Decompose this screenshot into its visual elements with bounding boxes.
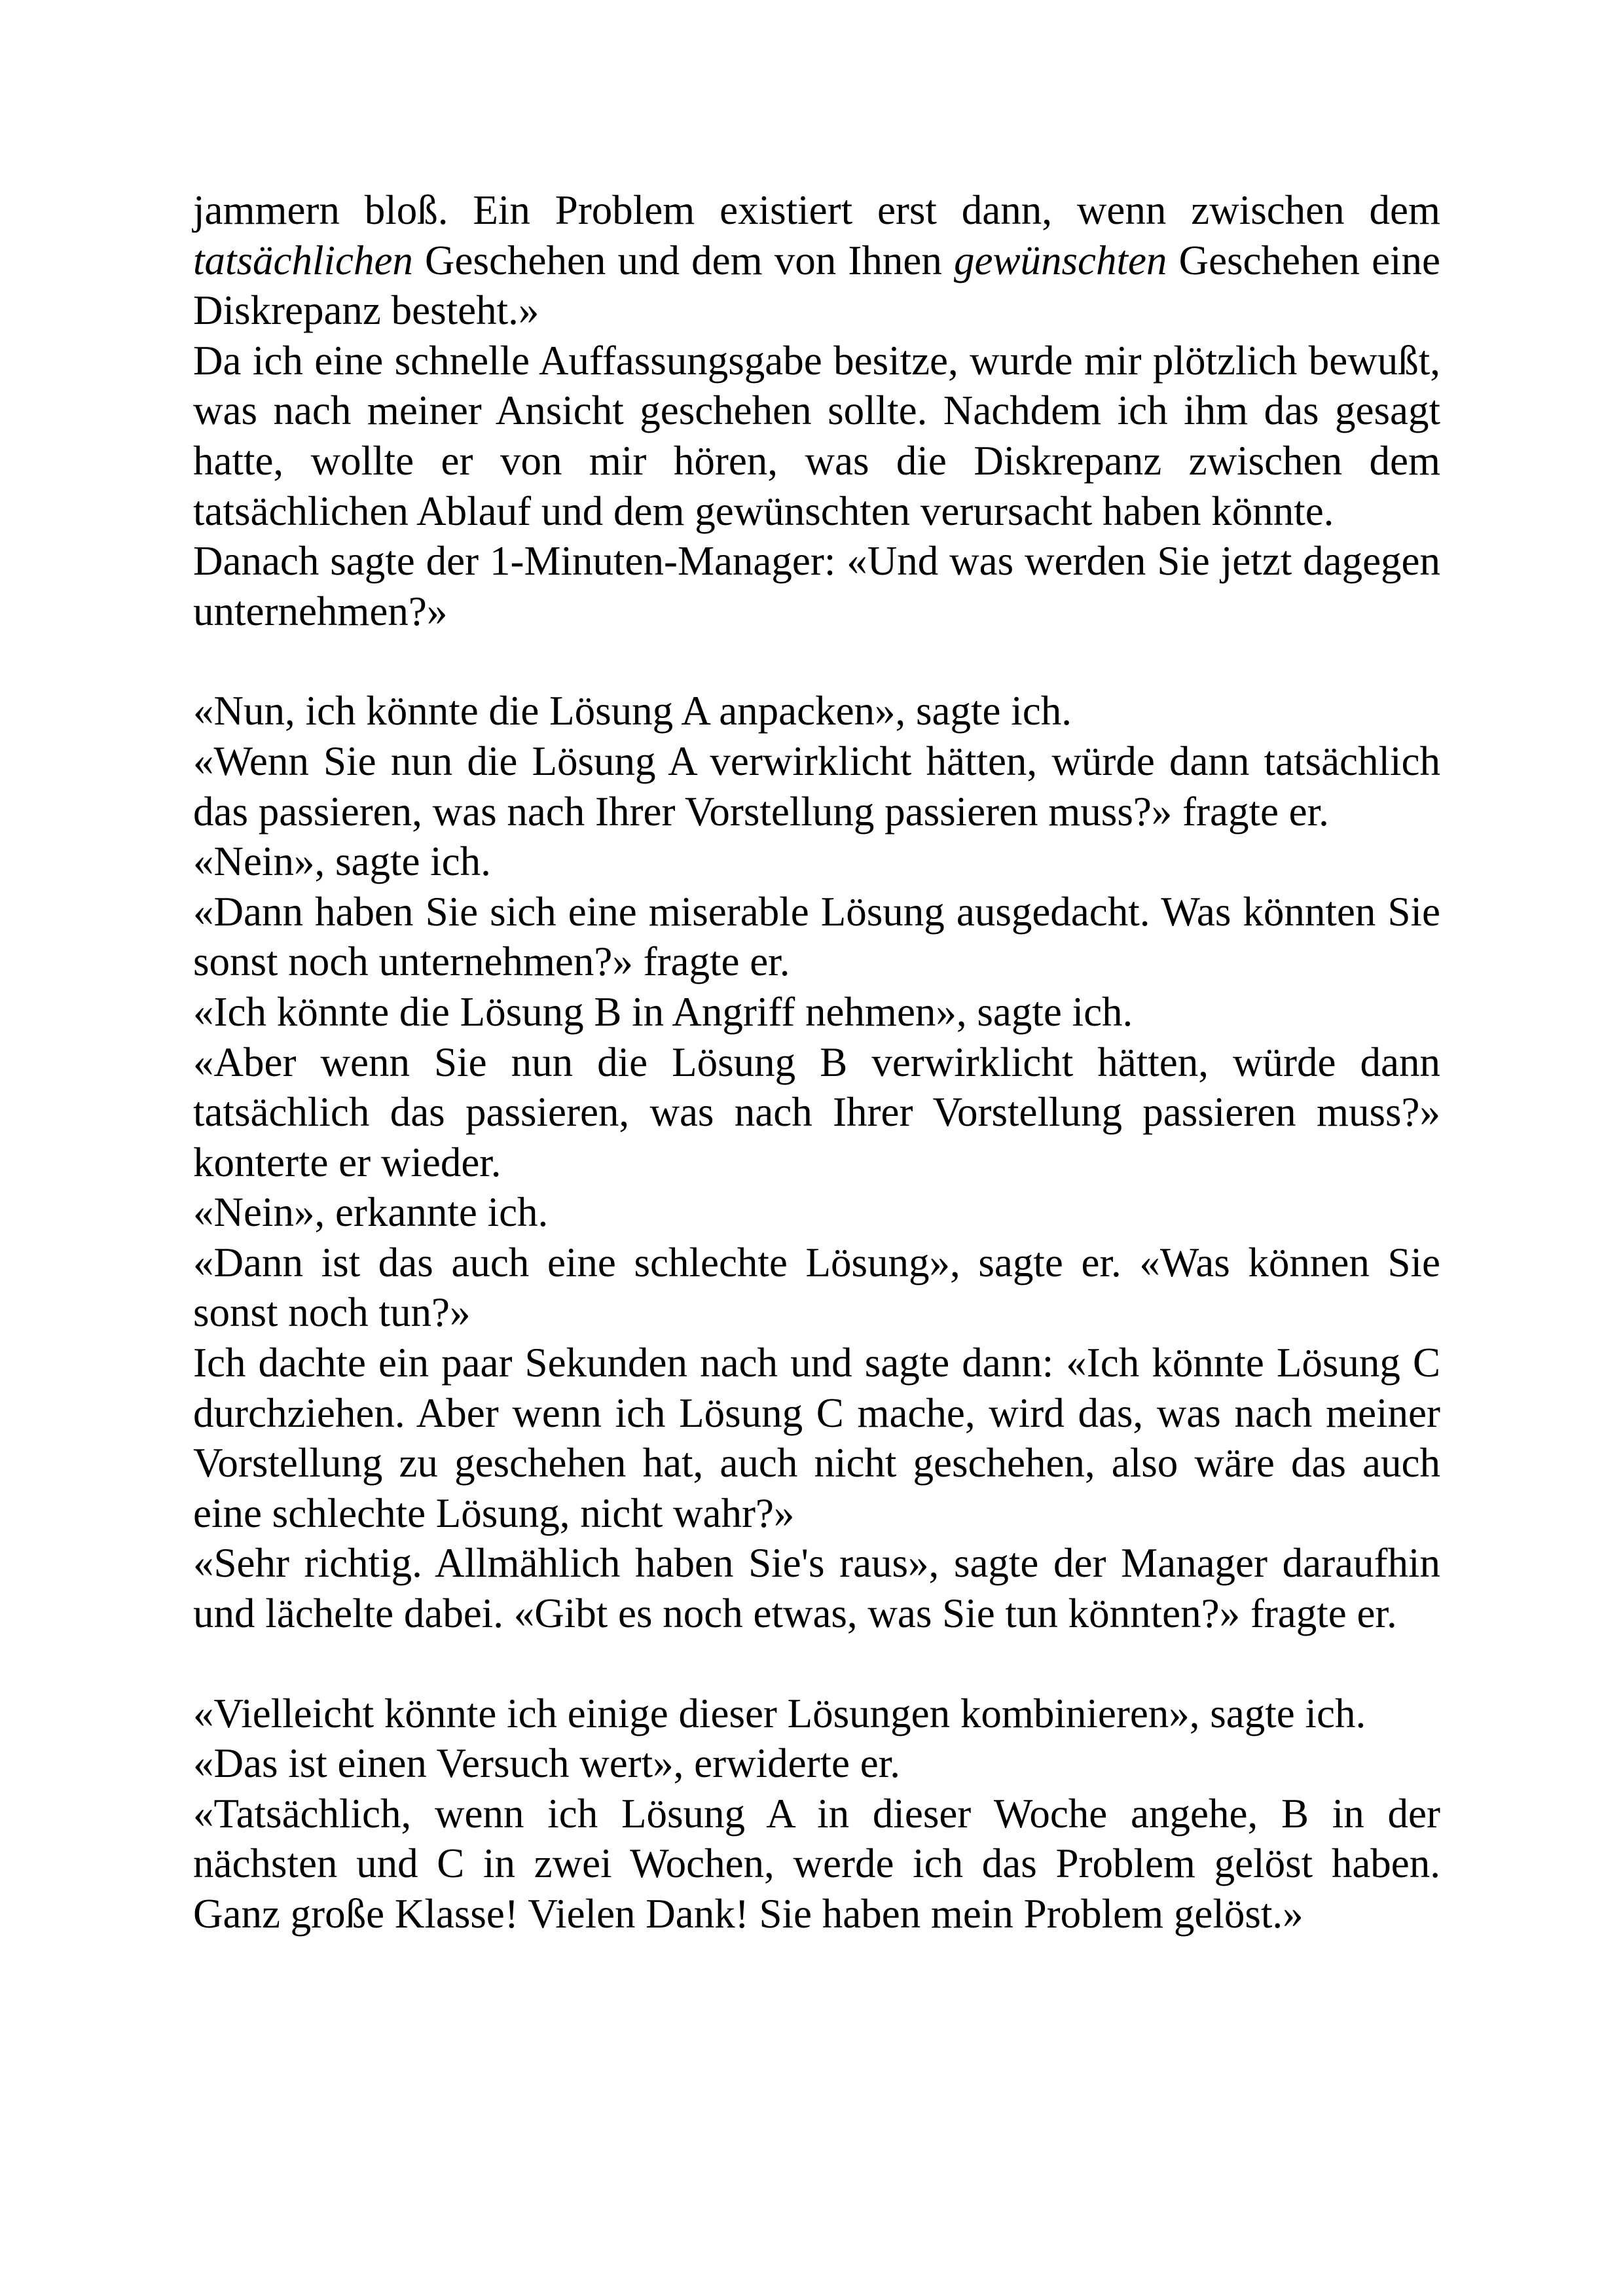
paragraph-13: «Sehr richtig. Allmählich haben Sie's raus», sagte der Manager daraufhin und lächelte dabei. «Gibt es noch etwas, was Sie tun könnten?» fragte er.: [193, 1540, 1440, 1637]
paragraph-1: [193, 185, 1440, 336]
paragraph-7: «Dann haben Sie sich eine miserable Lösung ausgedacht. Was könnten Sie sonst noch unternehmen?» fragte er.: [193, 888, 1440, 985]
paragraph-12: Ich dachte ein paar Sekunden nach und sagte dann: «Ich könnte Lösung C durchziehen. Aber wenn ich Lösung C mache, wird das, was nach meiner Vorstellung zu geschehen hat, auch nicht geschehen, also wäre das auch eine schlechte Lösung, nicht wahr?»: [193, 1340, 1440, 1536]
paragraph-4: «Nun, ich könnte die Lösung A anpacken», sagte ich.: [193, 688, 1072, 734]
paragraph-6: «Nein», sagte ich.: [193, 838, 491, 885]
paragraph-2: Da ich eine schnelle Auffassungsgabe besitze, wurde mir plötzlich bewußt, was nach meiner Ansicht geschehen sollte. Nachdem ich ihm das gesagt hatte, wollte er von mir hören, was die Diskrepanz zwischen dem tatsächlichen Ablauf und dem gewünschten verursacht haben könnte.: [193, 337, 1440, 534]
emphasis-gewuenschten: gewünschten: [954, 237, 1167, 283]
paragraph-8: «Ich könnte die Lösung B in Angriff nehmen», sagte ich.: [193, 988, 1133, 1035]
paragraph-11: «Dann ist das auch eine schlechte Lösung», sagte er. «Was können Sie sonst noch tun?»: [193, 1239, 1440, 1336]
paragraph-10: «Nein», erkannte ich.: [193, 1189, 549, 1236]
paragraph-gap: [193, 1639, 1440, 1689]
paragraph-1-part-5: Geschehen eine Diskrepanz besteht.»: [193, 237, 1440, 334]
paragraph-14: «Vielleicht könnte ich einige dieser Lösungen kombinieren», sagte ich.: [193, 1690, 1366, 1736]
paragraph-1-part-3: Geschehen und dem von Ihnen: [412, 237, 954, 283]
emphasis-tatsaechlichen: tatsächlichen: [193, 237, 413, 283]
paragraph-5: «Wenn Sie nun die Lösung A verwirklicht hätten, würde dann tatsächlich das passieren, was nach Ihrer Vorstellung passieren muss?» fragte er.: [193, 738, 1440, 834]
paragraph-9: «Aber wenn Sie nun die Lösung B verwirklicht hätten, würde dann tatsächlich das passieren, was nach Ihrer Vorstellung passieren muss?» konterte er wieder.: [193, 1039, 1440, 1185]
paragraph-15: «Das ist einen Versuch wert», erwiderte er.: [193, 1740, 900, 1787]
paragraph-1-part-1: jammern bloß. Ein Problem existiert erst dann, wenn zwischen dem: [193, 187, 1440, 233]
document-page: [193, 185, 1440, 1939]
paragraph-3: Danach sagte der 1-Minuten-Manager: «Und was werden Sie jetzt dagegen unternehmen?»: [193, 538, 1440, 634]
paragraph-16: «Tatsächlich, wenn ich Lösung A in dieser Woche angehe, B in der nächsten und C in zwei Wochen, werde ich das Problem gelöst haben. Ganz große Klasse! Vielen Dank! Sie haben mein Problem gelöst.»: [193, 1790, 1440, 1937]
paragraph-gap: [193, 636, 1440, 686]
